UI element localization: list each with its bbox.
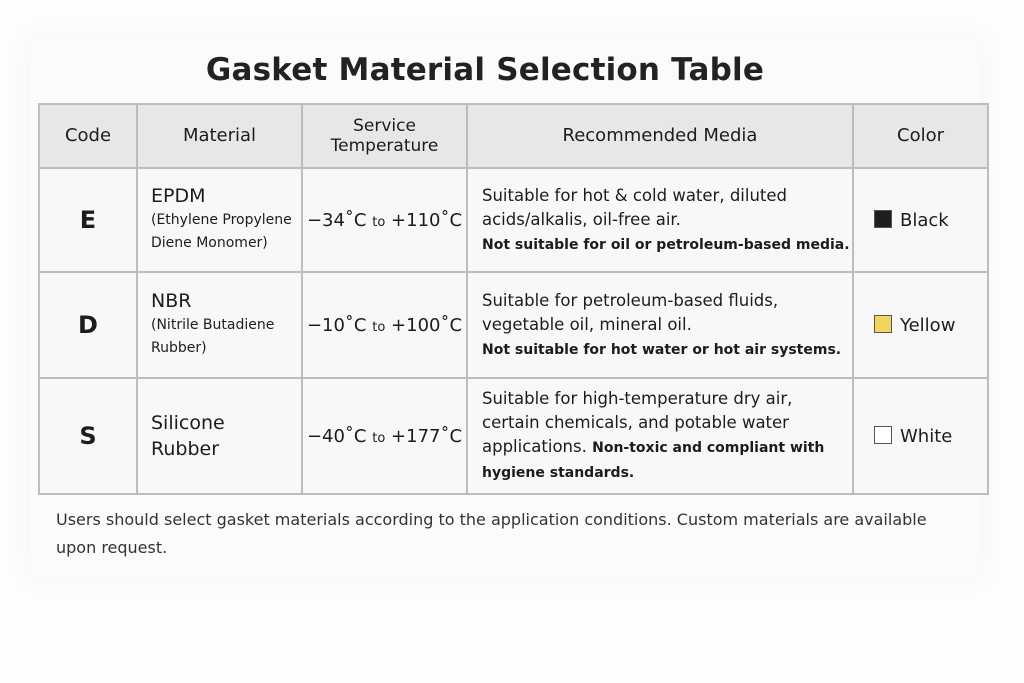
header-row xyxy=(39,104,988,168)
code-cell: D xyxy=(39,272,137,378)
table-row xyxy=(39,272,988,378)
temp-min: −40˚C xyxy=(306,425,367,447)
media-note: Not suitable for hot water or hot air systems. xyxy=(482,341,842,358)
header-color: Color xyxy=(853,104,988,168)
material-name: Silicone Rubber xyxy=(151,412,225,460)
page-title: Gasket Material Selection Table xyxy=(205,52,765,88)
color-swatch-icon xyxy=(874,426,892,444)
color-swatch-icon xyxy=(874,315,892,333)
media-cell xyxy=(467,272,853,378)
media-note: Not suitable for oil or petroleum-based media. xyxy=(482,236,850,253)
temp-to: to xyxy=(372,430,386,446)
table-row xyxy=(39,378,988,494)
temp-to: to xyxy=(372,214,386,230)
material-cell xyxy=(137,378,302,494)
material-name: NBR xyxy=(151,290,192,312)
code-cell: E xyxy=(39,168,137,272)
temp-min: −34˚C xyxy=(306,209,367,231)
header-service-temperature: Service Temperature xyxy=(302,104,467,168)
material-full-name: (Ethylene Propylene Diene Monomer) xyxy=(151,212,292,251)
code-cell: S xyxy=(39,378,137,494)
temp-min: −10˚C xyxy=(306,314,367,336)
color-cell xyxy=(853,378,988,494)
media-cell xyxy=(467,378,853,494)
temp-to: to xyxy=(372,319,386,335)
gasket-table xyxy=(38,103,989,495)
temp-max: +177˚C xyxy=(391,425,463,447)
material-cell xyxy=(137,272,302,378)
material-full-name: (Nitrile Butadiene Rubber) xyxy=(151,317,275,356)
header-material: Material xyxy=(137,104,302,168)
temperature-cell xyxy=(302,378,467,494)
color-label: Yellow xyxy=(900,314,956,336)
media-note: Non-toxic and compliant with hygiene standards. xyxy=(482,440,825,481)
color-swatch-icon xyxy=(874,210,892,228)
temp-max: +100˚C xyxy=(391,314,463,336)
media-text: Suitable for hot & cold water, diluted acids/alkalis, oil-free air. xyxy=(482,185,788,229)
temp-max: +110˚C xyxy=(391,209,463,231)
footnote: Users should select gasket materials according to the application conditions. Custom materials are available upon request. xyxy=(56,510,927,557)
media-text: Suitable for high-temperature dry air, certain chemicals, and potable water applications. xyxy=(482,389,793,456)
material-cell xyxy=(137,168,302,272)
media-text: Suitable for petroleum-based fluids, vegetable oil, mineral oil. xyxy=(482,290,779,334)
color-cell xyxy=(853,272,988,378)
media-cell xyxy=(467,168,853,272)
temperature-cell xyxy=(302,272,467,378)
temperature-cell xyxy=(302,168,467,272)
header-recommended-media: Recommended Media xyxy=(467,104,853,168)
color-label: Black xyxy=(900,209,949,231)
header-code: Code xyxy=(39,104,137,168)
table-row xyxy=(39,168,988,272)
material-name: EPDM xyxy=(151,185,206,207)
color-cell xyxy=(853,168,988,272)
color-label: White xyxy=(900,425,953,447)
